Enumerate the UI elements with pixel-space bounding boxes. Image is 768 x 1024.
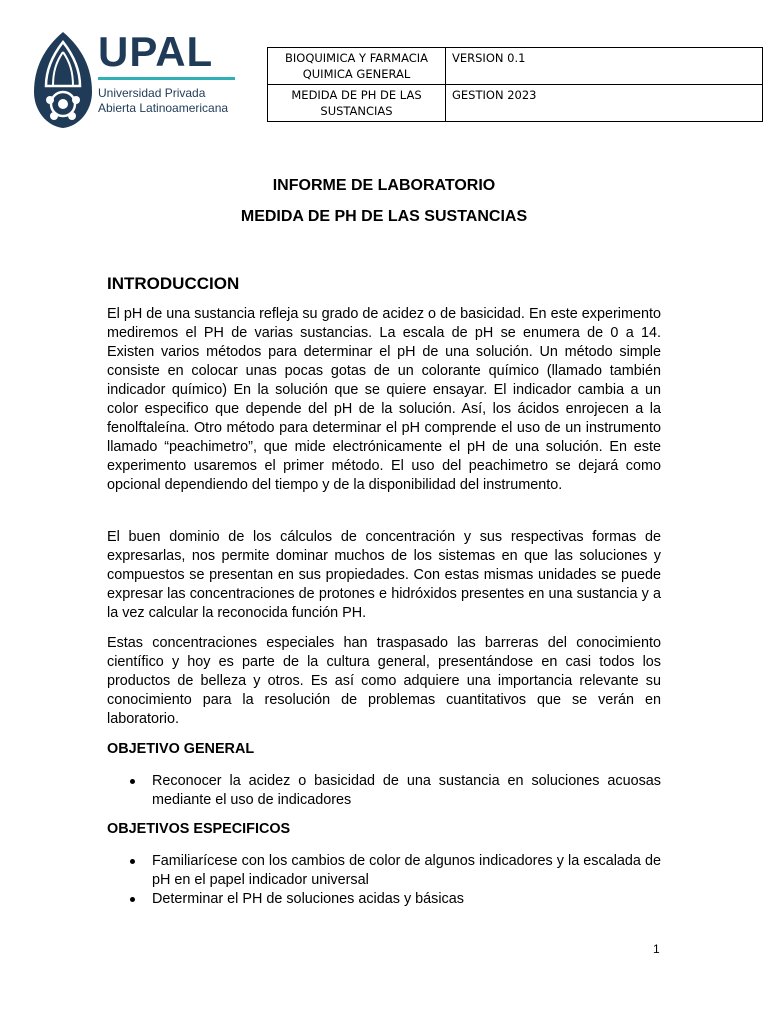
header-cell-gestion: GESTION 2023 xyxy=(446,85,763,122)
logo-wordmark: UPAL xyxy=(98,28,214,75)
logo-subtitle xyxy=(98,86,228,116)
section-heading-objetivos-especificos: OBJETIVOS ESPECIFICOS xyxy=(107,821,291,837)
list-item-text: Determinar el PH de soluciones acidas y básicas xyxy=(152,891,464,907)
list-item xyxy=(107,772,661,810)
list-item xyxy=(107,852,661,890)
list-item-text: Reconocer la acidez o basicidad de una sustancia en soluciones acuosas mediante el uso de indicadores xyxy=(152,773,661,808)
header-cell-subject: BIOQUIMICA Y FARMACIA QUIMICA GENERAL xyxy=(268,48,446,85)
bullet-icon xyxy=(130,779,135,784)
logo-subtitle-line2: Abierta Latinoamericana xyxy=(98,101,229,115)
list-item xyxy=(107,890,661,909)
bullet-icon xyxy=(130,859,135,864)
logo-subtitle-line1: Universidad Privada xyxy=(98,86,206,100)
intro-paragraph-3: Estas concentraciones especiales han traspasado las barreras del conocimiento científico y hoy es parte de la cultura general, presentándose en casi todos los productos de belleza y otros. Es así como adquiere una importancia relevante su conocimiento para la resolución de problemas cuantitativos que se verán en laboratorio. xyxy=(107,635,661,727)
objetivo-general-list xyxy=(107,772,661,810)
upal-emblem-icon xyxy=(32,30,94,130)
logo-divider xyxy=(98,77,235,80)
intro-paragraph-1: El pH de una sustancia refleja su grado de acidez o de basicidad. En este experimento mediremos el PH de varias sustancias. La escala de pH se enumera de 0 a 14. Existen varios métodos para determinar el pH de una solución. Un método simple consiste en colocar unas pocas gotas de un colorante químico (llamado también indicador químico) En la solución que se quiere ensayar. El indicador cambia a un color especifico que depende del pH de la solución. Así, los ácidos enrojecen a la fenolftaleína. Otro método para determinar el pH comprende el uso de un instrumento llamado “peachimetro”, que mide electrónicamente el pH de una solución. En este experimento usaremos el primer método. El uso del peachimetro se dejará como opcional dependiendo del tiempo y de la disponibilidad del instrumento. xyxy=(107,306,661,493)
objetivos-especificos-list xyxy=(107,852,661,909)
list-item-text: Familiarícese con los cambios de color de algunos indicadores y la escalada de pH en el papel indicador universal xyxy=(152,853,661,888)
header-cell-version: VERSION 0.1 xyxy=(446,48,763,85)
header-cell-topic: MEDIDA DE PH DE LAS SUSTANCIAS xyxy=(268,85,446,122)
intro-paragraph-2: El buen dominio de los cálculos de concentración y sus respectivas formas de expresarlas, nos permite dominar muchos de los sistemas en que las soluciones y compuestos se presentan en sus propiedades. Con estas mismas unidades se puede expresar las concentraciones de protones e hidróxidos presentes en una sustancia y a la vez calcular la reconocida función PH. xyxy=(107,529,661,621)
header-row xyxy=(268,85,763,122)
bullet-icon xyxy=(130,897,135,902)
page-number: 1 xyxy=(653,942,660,956)
report-subtitle: MEDIDA DE PH DE LAS SUSTANCIAS xyxy=(240,208,528,225)
report-title: INFORME DE LABORATORIO xyxy=(272,177,496,194)
header-table xyxy=(267,47,763,122)
header-row xyxy=(268,48,763,85)
section-heading-introduccion: INTRODUCCION xyxy=(107,274,240,293)
upal-logo xyxy=(32,30,242,130)
section-heading-objetivo-general: OBJETIVO GENERAL xyxy=(107,741,255,757)
